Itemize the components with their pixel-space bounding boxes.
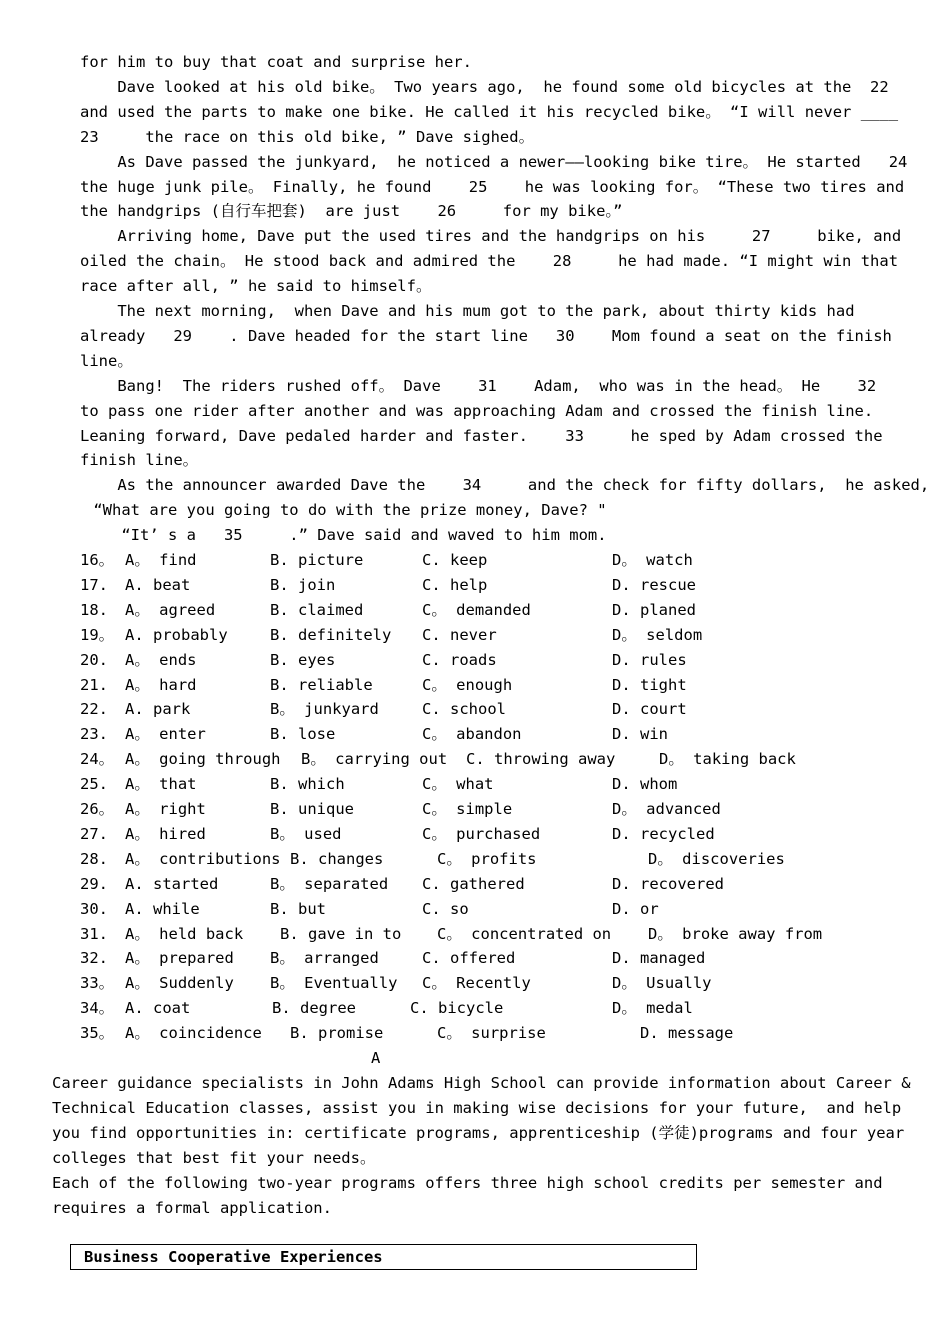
option-b: B. claimed xyxy=(270,600,364,619)
option-b: B. eyes xyxy=(270,650,336,669)
option-c: C. offered xyxy=(422,949,516,968)
option-a: A. started xyxy=(125,874,219,893)
option-b: B. which xyxy=(270,775,345,794)
passage-line: oiled the chain。 He stood back and admired the 28 he had made. “I might win that xyxy=(80,252,899,271)
passage-line: The next morning, when Dave and his mum got to the park, about thirty kids had xyxy=(80,302,855,320)
option-c: C. keep xyxy=(422,551,488,569)
passage-line: 23 the race on this old bike, ” Dave sighed。 xyxy=(80,127,535,146)
question-number: 25. xyxy=(80,775,108,794)
option-a: A。 find xyxy=(125,551,197,569)
option-d: D. court xyxy=(612,700,687,719)
option-a: A。 agreed xyxy=(125,600,216,619)
option-c: C。 enough xyxy=(422,675,513,694)
question-number: 23. xyxy=(80,725,108,744)
option-d: D. or xyxy=(612,899,659,918)
option-c: C. throwing away xyxy=(466,750,616,769)
option-a: A. coat xyxy=(125,999,191,1018)
question-number: 16。 xyxy=(80,551,115,569)
question-number: 35。 xyxy=(80,1024,115,1043)
option-b: B。 Eventually xyxy=(270,974,398,993)
intro-line: Career guidance specialists in John Adams High School can provide information about Career & xyxy=(52,1074,911,1092)
passage-line: “It’ s a 35 .” Dave said and waved to him mom. xyxy=(84,526,607,545)
option-d: D。 taking back xyxy=(659,750,796,769)
option-a: A。 ends xyxy=(125,650,197,669)
option-d: D。 discoveries xyxy=(648,849,785,868)
question-number: 26。 xyxy=(80,800,115,818)
passage-line: to pass one rider after another and was approaching Adam and crossed the finish line. xyxy=(80,401,874,420)
section-label: A xyxy=(371,1049,381,1067)
option-b: B. join xyxy=(270,575,336,594)
option-b: B。 junkyard xyxy=(270,700,379,719)
passage-line: As Dave passed the junkyard, he noticed a newer——looking bike tire。 He started 24 xyxy=(80,152,908,171)
program-title: Business Cooperative Experiences xyxy=(84,1248,383,1266)
question-number: 30. xyxy=(80,899,108,918)
passage-line: “What are you going to do with the prize money, Dave? " xyxy=(84,501,607,520)
passage-line: Arriving home, Dave put the used tires and the handgrips on his 27 bike, and xyxy=(80,227,902,246)
option-a: A。 going through xyxy=(125,750,281,769)
option-c: C。 Recently xyxy=(422,974,531,993)
question-number: 21. xyxy=(80,675,108,694)
option-a: A。 contributions xyxy=(125,849,281,868)
option-d: D. planed xyxy=(612,600,696,619)
passage-line: the handgrips (自行车把套) are just 26 for my bike。” xyxy=(80,202,623,221)
option-d: D。 advanced xyxy=(612,800,721,818)
question-number: 34。 xyxy=(80,999,115,1018)
option-d: D. rules xyxy=(612,650,687,669)
passage-line: already 29 . Dave headed for the start line 30 Mom found a seat on the finish xyxy=(80,326,892,345)
option-b: B. reliable xyxy=(270,675,373,694)
option-d: D. tight xyxy=(612,675,687,694)
question-number: 19。 xyxy=(80,625,115,644)
option-b: B. but xyxy=(270,899,326,918)
option-b: B. definitely xyxy=(270,625,392,644)
option-c: C。 simple xyxy=(422,800,513,818)
option-a: A。 prepared xyxy=(125,949,234,968)
passage-line: the huge junk pile。 Finally, he found 25 he was looking for。 “These two tires and xyxy=(80,177,905,196)
option-b: B。 carrying out xyxy=(301,750,448,769)
option-d: D. rescue xyxy=(612,575,696,594)
option-a: A。 right xyxy=(125,800,206,818)
question-number: 20. xyxy=(80,650,108,669)
option-a: A。 that xyxy=(125,775,197,794)
option-b: B。 used xyxy=(270,824,342,843)
option-b: B. changes xyxy=(290,849,384,868)
passage-line: for him to buy that coat and surprise her. xyxy=(80,53,472,71)
intro-line: requires a formal application. xyxy=(52,1198,332,1217)
intro-line: Each of the following two-year programs offers three high school credits per semester and xyxy=(52,1173,883,1192)
option-a: A。 coincidence xyxy=(125,1024,262,1043)
option-c: C. bicycle xyxy=(410,999,504,1018)
option-d: D. recycled xyxy=(612,824,715,843)
option-c: C. never xyxy=(422,625,497,644)
program-table-header xyxy=(70,1244,697,1270)
option-a: A. beat xyxy=(125,575,191,594)
passage-line: and used the parts to make one bike. He called it his recycled bike。 “I will never ____ xyxy=(80,102,899,121)
option-c: C. gathered xyxy=(422,874,525,893)
option-b: B. lose xyxy=(270,725,336,744)
option-a: A. while xyxy=(125,899,200,918)
option-d: D。 broke away from xyxy=(648,924,823,943)
passage-line: race after all, ” he said to himself。 xyxy=(80,277,432,296)
question-number: 32. xyxy=(80,949,108,968)
option-b: B. promise xyxy=(290,1024,384,1043)
intro-line: colleges that best fit your needs。 xyxy=(52,1148,376,1167)
option-d: D。 medal xyxy=(612,999,693,1018)
option-c: C。 what xyxy=(422,775,494,794)
option-b: B. degree xyxy=(272,999,356,1018)
option-d: D。 Usually xyxy=(612,974,712,993)
option-d: D. win xyxy=(612,725,668,744)
option-c: C. roads xyxy=(422,650,497,669)
intro-line: you find opportunities in: certificate programs, apprenticeship (学徒)programs and four year xyxy=(52,1123,905,1142)
option-b: B. gave in to xyxy=(280,924,402,943)
option-c: C。 purchased xyxy=(422,824,541,843)
passage-line: line。 xyxy=(80,351,133,370)
option-a: A。 enter xyxy=(125,725,206,744)
passage-line: As the announcer awarded Dave the 34 and the check for fifty dollars, he asked, xyxy=(80,476,930,495)
passage-line: finish line。 xyxy=(80,451,199,470)
option-c: C。 surprise xyxy=(437,1024,546,1043)
option-d: D。 watch xyxy=(612,551,693,569)
question-number: 24。 xyxy=(80,750,115,769)
option-b: B. unique xyxy=(270,800,354,818)
option-a: A。 hired xyxy=(125,824,206,843)
option-a: A. probably xyxy=(125,625,228,644)
option-c: C。 demanded xyxy=(422,600,531,619)
option-a: A。 Suddenly xyxy=(125,974,234,993)
option-c: C。 concentrated on xyxy=(437,924,612,943)
question-number: 29. xyxy=(80,874,108,893)
option-b: B。 arranged xyxy=(270,949,379,968)
option-d: D. message xyxy=(640,1024,734,1043)
option-a: A。 hard xyxy=(125,675,197,694)
question-number: 28. xyxy=(80,849,108,868)
question-number: 31. xyxy=(80,924,108,943)
question-number: 33。 xyxy=(80,974,115,993)
option-d: D. recovered xyxy=(612,874,724,893)
option-d: D. managed xyxy=(612,949,706,968)
passage-line: Dave looked at his old bike。 Two years ago, he found some old bicycles at the 22 xyxy=(80,77,889,96)
option-d: D。 seldom xyxy=(612,625,703,644)
passage-line: Leaning forward, Dave pedaled harder and faster. 33 he sped by Adam crossed the xyxy=(80,426,883,445)
intro-line: Technical Education classes, assist you in making wise decisions for your future, and help xyxy=(52,1098,902,1117)
option-c: C. help xyxy=(422,575,488,594)
question-number: 18. xyxy=(80,600,108,619)
question-number: 27. xyxy=(80,824,108,843)
option-c: C。 profits xyxy=(437,849,537,868)
passage-line: Bang! The riders rushed off。 Dave 31 Adam, who was in the head。 He 32 xyxy=(80,376,877,395)
option-c: C. school xyxy=(422,700,506,719)
option-b: B. picture xyxy=(270,551,364,569)
option-c: C。 abandon xyxy=(422,725,522,744)
question-number: 17. xyxy=(80,575,108,594)
option-a: A. park xyxy=(125,700,191,719)
question-number: 22. xyxy=(80,700,108,719)
option-d: D. whom xyxy=(612,775,678,794)
option-a: A。 held back xyxy=(125,924,244,943)
option-b: B。 separated xyxy=(270,874,389,893)
option-c: C. so xyxy=(422,899,469,918)
